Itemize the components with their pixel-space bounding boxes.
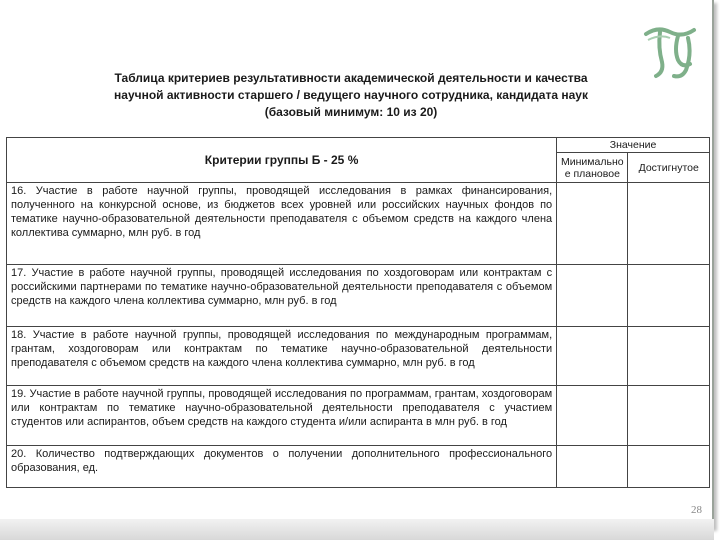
achieved-value-18[interactable] xyxy=(628,327,710,386)
university-logo-icon xyxy=(640,24,700,80)
achieved-value-16[interactable] xyxy=(628,183,710,265)
planned-value-16[interactable] xyxy=(557,183,628,265)
title-line-1: Таблица критериев результативности академической деятельности и качества xyxy=(114,71,588,85)
table-row xyxy=(7,327,710,386)
achieved-header: Достигнутое xyxy=(628,153,710,183)
criteria-table xyxy=(6,137,710,488)
planned-value-20[interactable] xyxy=(557,446,628,488)
criteria-group-header: Критерии группы Б - 25 % xyxy=(7,138,557,183)
table-row xyxy=(7,446,710,488)
criterion-17: 17. Участие в работе научной группы, проводящей исследования по хоздоговорам или контрактам с российскими партнерами по тематике научно-образовательной деятельности преподавателя с объемом средств на каждого члена коллектива суммарно, млн руб. в год xyxy=(7,265,557,327)
value-header: Значение xyxy=(557,138,710,153)
criterion-19: 19. Участие в работе научной группы, проводящей исследования по программам, грантам, хоздоговорам или контрактам по тематике научно-образовательной деятельности преподавателя с участием студентов или аспирантов, объем средств на каждого студента и/или аспиранта в млн руб. в год xyxy=(7,386,557,446)
achieved-value-17[interactable] xyxy=(628,265,710,327)
bottom-band xyxy=(0,519,714,540)
page-title xyxy=(60,70,642,121)
criterion-18: 18. Участие в работе научной группы, проводящей исследования по международным программам, грантам, хоздоговорам или контрактам по тематике научно-образовательной деятельности преподавателя с объемом средств на каждого члена коллектива суммарно, млн руб. в год xyxy=(7,327,557,386)
criterion-20: 20. Количество подтверждающих документов о получении дополнительного профессионального образования, ед. xyxy=(7,446,557,488)
planned-header: Минимально е плановое xyxy=(557,153,628,183)
planned-value-17[interactable] xyxy=(557,265,628,327)
table-row xyxy=(7,183,710,265)
achieved-value-19[interactable] xyxy=(628,386,710,446)
table-row xyxy=(7,265,710,327)
table-header-row xyxy=(7,138,710,153)
criterion-16: 16. Участие в работе научной группы, проводящей исследования в рамках финансирования, полученного на конкурсной основе, из бюджетов всех уровней или российских научных фондов по тематике научно-образовательной деятельности преподавателя с объемом средств на каждого члена коллектива суммарно, млн руб. в год xyxy=(7,183,557,265)
title-line-2: научной активности старшего / ведущего научного сотрудника, кандидата наук xyxy=(114,88,588,102)
planned-value-18[interactable] xyxy=(557,327,628,386)
table-row xyxy=(7,386,710,446)
planned-value-19[interactable] xyxy=(557,386,628,446)
achieved-value-20[interactable] xyxy=(628,446,710,488)
page-number: 28 xyxy=(691,504,702,516)
title-line-3: (базовый минимум: 10 из 20) xyxy=(264,105,438,119)
